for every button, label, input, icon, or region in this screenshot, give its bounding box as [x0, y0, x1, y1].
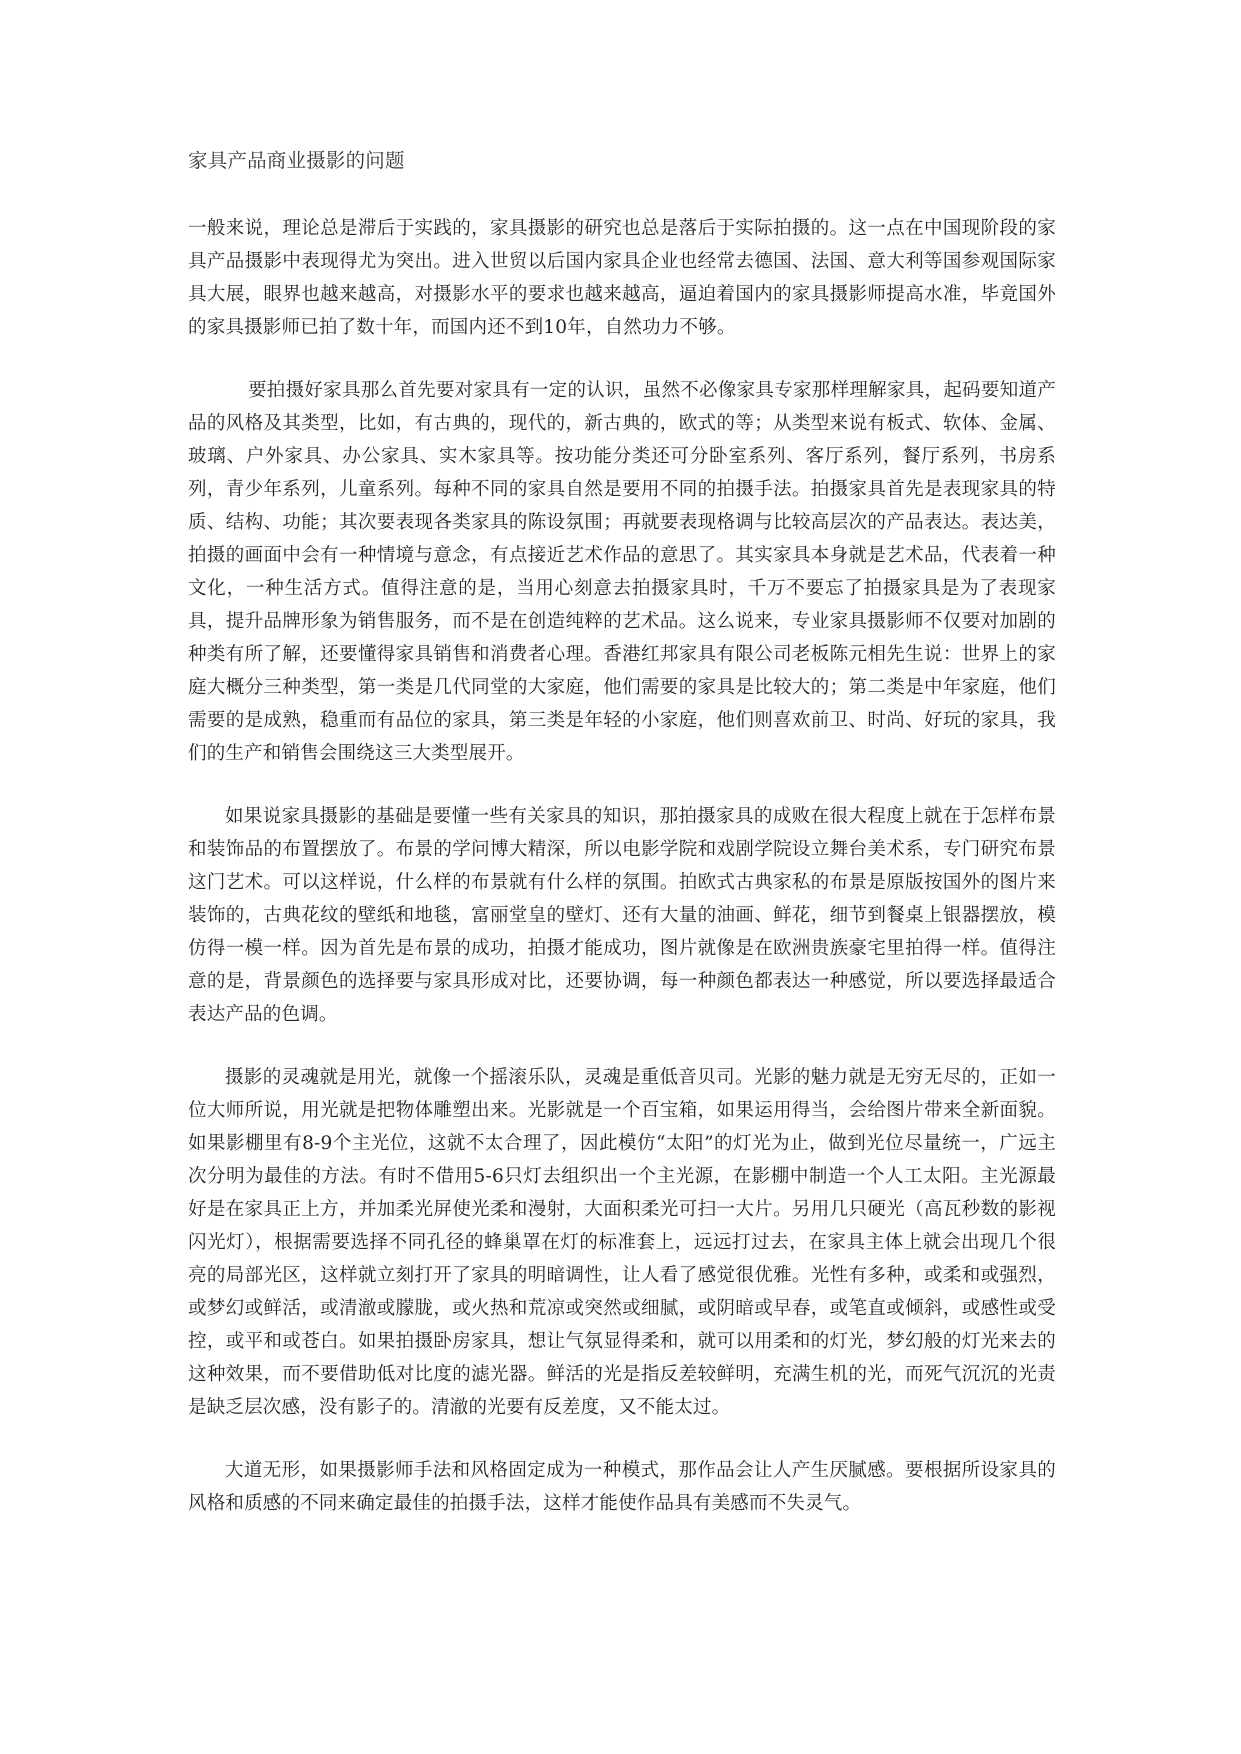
document-title: 家具产品商业摄影的问题 — [188, 149, 405, 172]
paragraph-conclusion: 大道无形，如果摄影师手法和风格固定成为一种模式，那作品会让人产生厌腻感。要根据所设家具的风格和质感的不同来确定最佳的拍摄手法，这样才能使作品具有美感而不失灵气。 — [188, 1460, 1056, 1514]
paragraph-set-design: 如果说家具摄影的基础是要懂一些有关家具的知识，那拍摄家具的成败在很大程度上就在于怎样布景和装饰品的布置摆放了。布景的学问博大精深，所以电影学院和戏剧学院设立舞台美术系，专门研究布景这门艺术。可以这样说，什么样的布景就有什么样的氛围。拍欧式古典家私的布景是原版按国外的图片来装饰的，古典花纹的壁纸和地毯，富丽堂皇的壁灯、还有大量的油画、鲜花，细节到餐桌上银器摆放，模仿得一模一样。因为首先是布景的成功，拍摄才能成功，图片就像是在欧洲贵族豪宅里拍得一样。值得注意的是，背景颜色的选择要与家具形成对比，还要协调，每一种颜色都表达一种感觉，所以要选择最适合表达产品的色调。 — [188, 806, 1056, 1025]
paragraph-intro: 一般来说，理论总是滞后于实践的，家具摄影的研究也总是落后于实际拍摄的。这一点在中国现阶段的家具产品摄影中表现得尤为突出。进入世贸以后国内家具企业也经常去德国、法国、意大利等国参观国际家具大展，眼界也越来越高，对摄影水平的要求也越来越高，逼迫着国内的家具摄影师提高水准，毕竟国外的家具摄影师已拍了数十年，而国内还不到10年，自然功力不够。 — [188, 218, 1056, 338]
paragraph-furniture-knowledge: 要拍摄好家具那么首先要对家具有一定的认识，虽然不必像家具专家那样理解家具，起码要知道产品的风格及其类型，比如，有古典的，现代的，新古典的，欧式的等；从类型来说有板式、软体、金属、玻璃、户外家具、办公家具、实木家具等。按功能分类还可分卧室系列、客厅系列，餐厅系列，书房系列，青少年系列，儿童系列。每种不同的家具自然是要用不同的拍摄手法。拍摄家具首先是表现家具的特质、结构、功能；其次要表现各类家具的陈设氛围；再就要表现格调与比较高层次的产品表达。表达美，拍摄的画面中会有一种情境与意念，有点接近艺术作品的意思了。其实家具本身就是艺术品，代表着一种文化，一种生活方式。值得注意的是，当用心刻意去拍摄家具时，千万不要忘了拍摄家具是为了表现家具，提升品牌形象为销售服务，而不是在创造纯粹的艺术品。这么说来，专业家具摄影师不仅要对加剧的种类有所了解，还要懂得家具销售和消费者心理。香港红邦家具有限公司老板陈元相先生说：世界上的家庭大概分三种类型，第一类是几代同堂的大家庭，他们需要的家具是比较大的；第二类是中年家庭，他们需要的是成熟，稳重而有品位的家具，第三类是年轻的小家庭，他们则喜欢前卫、时尚、好玩的家具，我们的生产和销售会围绕这三大类型展开。 — [188, 380, 1056, 764]
document-body — [188, 146, 1056, 1550]
paragraph-lighting: 摄影的灵魂就是用光，就像一个摇滚乐队，灵魂是重低音贝司。光影的魅力就是无穷无尽的，正如一位大师所说，用光就是把物体雕塑出来。光影就是一个百宝箱，如果运用得当，会给图片带来全新面貌。如果影棚里有8-9个主光位，这就不太合理了，因此模仿“太阳”的灯光为止，做到光位尽量统一，广远主次分明为最佳的方法。有时不借用5-6只灯去组织出一个主光源，在影棚中制造一个人工太阳。主光源最好是在家具正上方，并加柔光屏使光柔和漫射，大面积柔光可扫一大片。另用几只硬光（高瓦秒数的影视闪光灯），根据需要选择不同孔径的蜂巢罩在灯的标准套上，远远打过去，在家具主体上就会出现几个很亮的局部光区，这样就立刻打开了家具的明暗调性，让人看了感觉很优雅。光性有多种，或柔和或强烈，或梦幻或鲜活，或清澈或朦胧，或火热和荒凉或突然或细腻，或阴暗或早春，或笔直或倾斜，或感性或受控，或平和或苍白。如果拍摄卧房家具，想让气氛显得柔和，就可以用柔和的灯光，梦幻般的灯光来去的这种效果，而不要借助低对比度的滤光器。鲜活的光是指反差较鲜明，充满生机的光，而死气沉沉的光责是缺乏层次感，没有影子的。清澈的光要有反差度，又不能太过。 — [188, 1067, 1056, 1418]
